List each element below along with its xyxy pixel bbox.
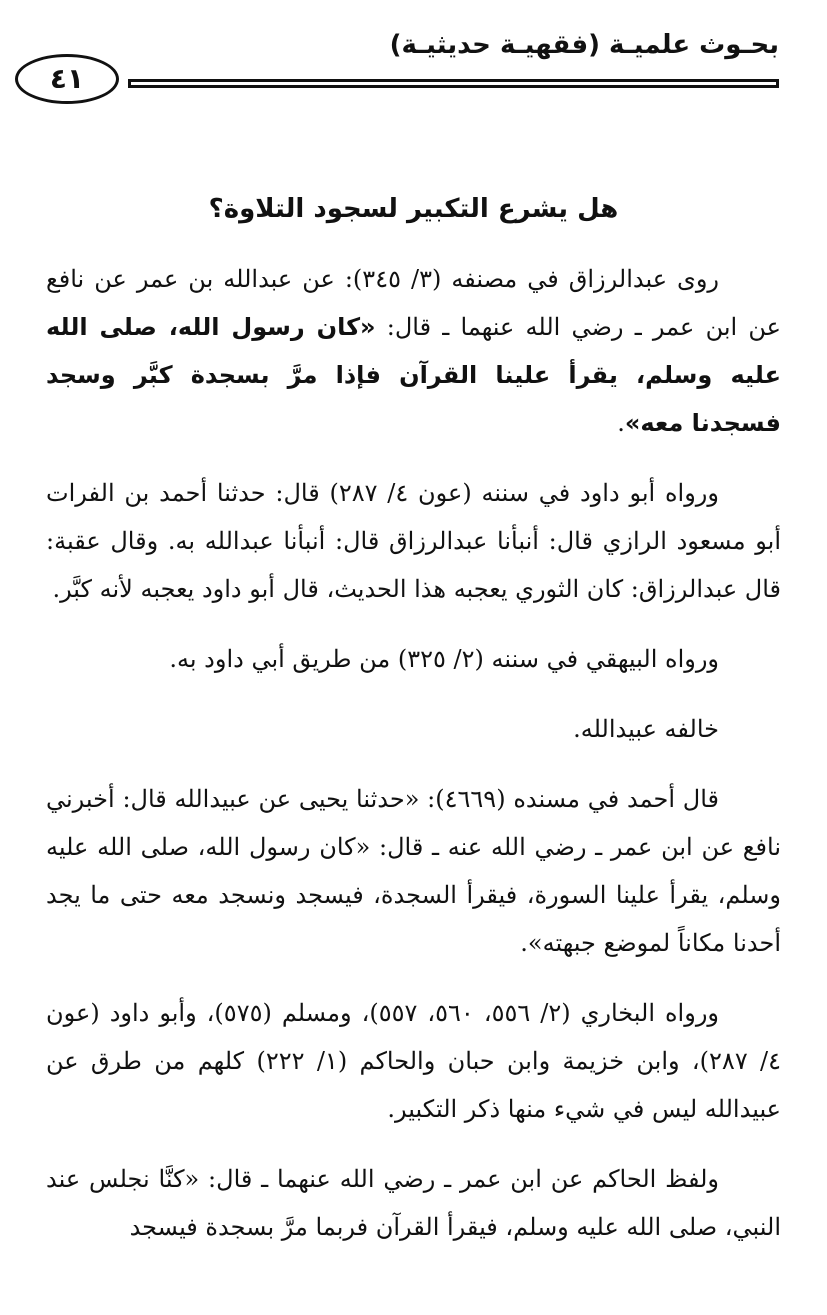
paragraph-2: ورواه أبو داود في سننه (عون ٤/ ٢٨٧) قال: حدثنا أحمد بن الفرات أبو مسعود الرازي قال: أنبأنا عبدالرزاق قال: أنبأنا عبدالله به. وقال عقبة: قال عبدالرزاق: كان الثوري يعجبه هذا الحديث، قال أبو داود يعجبه لأنه كبَّر. — [46, 479, 781, 603]
hadith-quote-bold: «كان رسول الله، صلى الله عليه وسلم، يقرأ علينا القرآن فإذا مرَّ بسجدة كبَّر وسجد فسجدنا معه» — [46, 313, 781, 437]
paragraph-4: خالفه عبيدالله. — [573, 715, 719, 743]
section-heading: هل يشرع التكبير لسجود التلاوة؟ — [208, 194, 619, 224]
paragraph-1 — [46, 255, 781, 447]
paragraph-7: ولفظ الحاكم عن ابن عمر ـ رضي الله عنهما ـ قال: «كنَّا نجلس عند النبي، صلى الله عليه وسلم، فيقرأ القرآن فربما مرَّ بسجدة فيسجد — [46, 1165, 781, 1241]
paragraph-1-end: . — [617, 409, 625, 437]
header-rule — [128, 79, 779, 88]
running-header — [0, 0, 827, 120]
running-title: بحـوث علميـة (فقهيـة حديثيـة) — [389, 30, 779, 60]
paragraph-6: ورواه البخاري (٢/ ٥٥٦، ٥٦٠، ٥٥٧)، ومسلم (٥٧٥)، وأبو داود (عون ٤/ ٢٨٧)، وابن خزيمة وابن حبان والحاكم (١/ ٢٢٢) كلهم من طرق عن عبيدالله ليس في شيء منها ذكر التكبير. — [46, 999, 782, 1123]
paragraph-3: ورواه البيهقي في سننه (٢/ ٣٢٥) من طريق أبي داود به. — [169, 645, 719, 673]
page-number: ٤١ — [49, 62, 85, 95]
page-number-oval — [15, 54, 119, 104]
paragraph-1-text: روى عبدالرزاق في مصنفه (٣/ ٣٤٥): عن عبدالله بن عمر عن نافع عن ابن عمر ـ رضي الله عنهما ـ قال: — [46, 265, 781, 341]
page-body — [46, 185, 781, 1273]
paragraph-5: قال أحمد في مسنده (٤٦٦٩): «حدثنا يحيى عن عبيدالله قال: أخبرني نافع عن ابن عمر ـ رضي الله عنه ـ قال: «كان رسول الله، صلى الله عليه وسلم، يقرأ علينا السورة، فيقرأ السجدة، فيسجد ونسجد معه حتى ما يجد أحدنا مكاناً لموضع جبهته». — [46, 785, 781, 957]
